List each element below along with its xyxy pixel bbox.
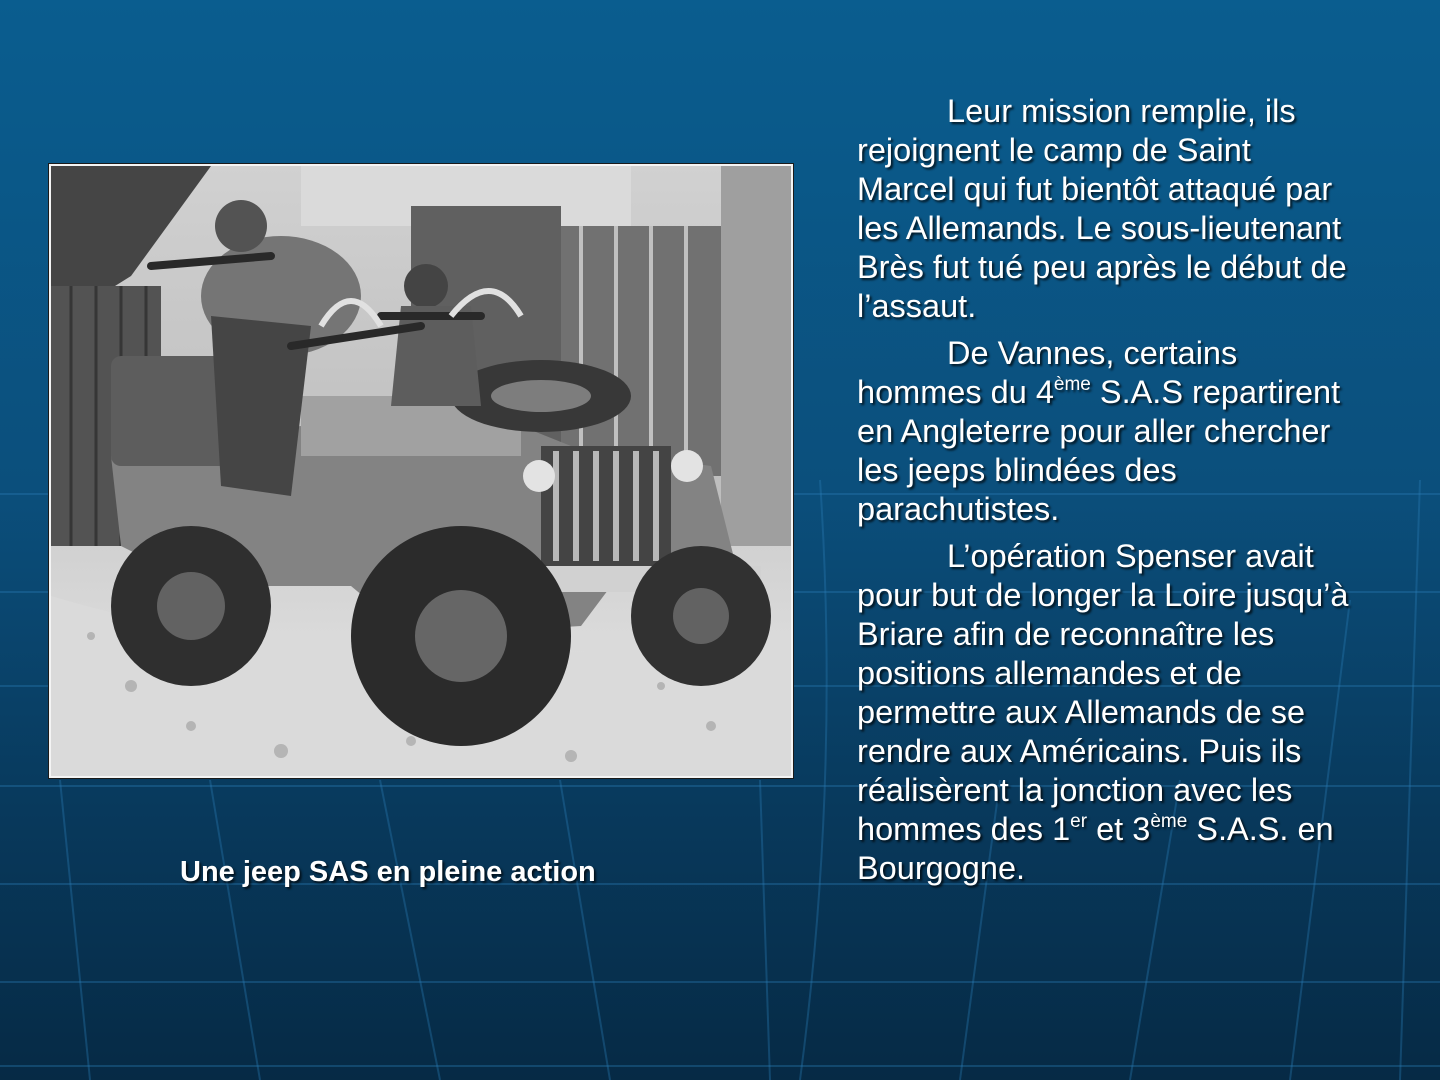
jeep-photo [49,164,793,778]
paragraph-3-superscript-1: er [1070,811,1088,832]
paragraph-3-superscript-2: ème [1150,811,1188,832]
paragraph-3 [857,537,1357,888]
paragraph-1-text: Leur mission remplie, ils rejoignent le camp de Saint Marcel qui fut bientôt attaqué par les Allemands. Le sous-lieutenant Brès fut tué peu après le début de l’assaut. [857,93,1347,324]
paragraph-3-text-after: S.A.S. en Bourgogne. [857,811,1334,886]
paragraph-3-text-before: L’opération Spenser avait pour but de longer la Loire jusqu’à Briare afin de reconnaître les positions allemandes et de permettre aux Allemands de se rendre aux Américains. Puis ils réalisèrent la jonction avec les hommes des 1 [857,538,1349,847]
body-text [857,92,1357,896]
paragraph-2-text-before: De Vannes, certains hommes du 4 [857,335,1238,410]
photo-caption: Une jeep SAS en pleine action [180,856,596,888]
paragraph-2-superscript: ème [1053,374,1091,395]
paragraph-3-text-middle: et 3 [1087,811,1151,847]
paragraph-2 [857,334,1357,529]
paragraph-2-text-after: S.A.S repartirent en Angleterre pour aller chercher les jeeps blindées des parachutistes. [857,374,1341,527]
paragraph-1 [857,92,1357,326]
